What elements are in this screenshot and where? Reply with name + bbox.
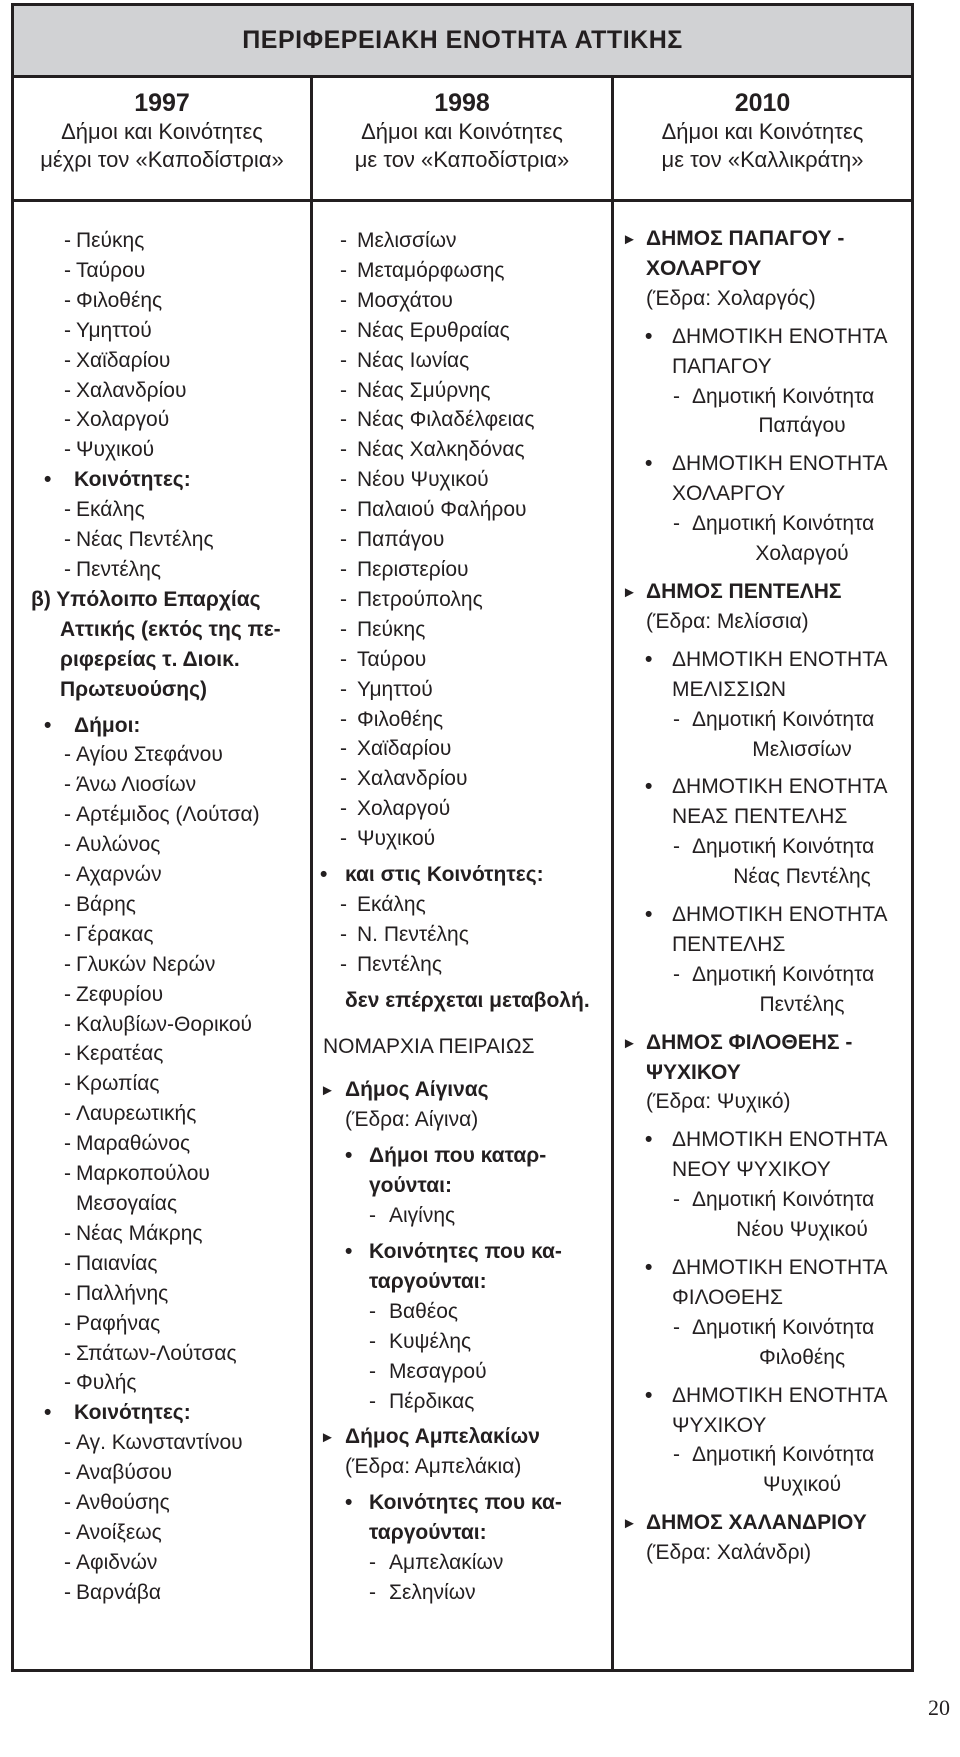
- list-item: - Χολαργού: [14, 405, 310, 435]
- dimotiki-koinotita: Χολαργού: [755, 542, 849, 566]
- bullet-heading: • Κοινότητες που κα-: [313, 1237, 611, 1267]
- column-subtitle: Δήμοι και Κοινότητες: [661, 119, 864, 144]
- list-item: - Λαυρεωτικής: [14, 1099, 310, 1129]
- dimotiki-enotita: ΠΑΠΑΓΟΥ: [672, 354, 772, 378]
- dimotiki-koinotita: - Δημοτική Κοινότητα: [614, 1440, 911, 1470]
- list-item: - Χαϊδαρίου: [313, 734, 611, 764]
- bullet-heading: • Κοινότητες:: [14, 1398, 310, 1428]
- list-item: - Ανθούσης: [14, 1488, 310, 1518]
- dimos-chalandri-heading: ► ΔΗΜΟΣ ΧΑΛΑΝΔΡΙΟΥ: [614, 1508, 911, 1538]
- dimos-filothei-heading: ΨΥΧΙΚΟΥ: [646, 1060, 741, 1084]
- list-item: - Ψυχικού: [14, 435, 310, 465]
- bullet-heading: ταργούνται:: [369, 1521, 487, 1545]
- list-item: - Βαθέος: [313, 1297, 611, 1327]
- column-2010: [614, 78, 911, 1669]
- dimotiki-koinotita: Ψυχικού: [762, 1473, 842, 1497]
- column-subtitle: Δήμοι και Κοινότητες: [361, 119, 563, 144]
- list-item: - Μεταμόρφωσης: [313, 256, 611, 286]
- table-title: ΠΕΡΙΦΕΡΕΙΑΚΗ ΕΝΟΤΗΤΑ ΑΤΤΙΚΗΣ: [14, 6, 911, 78]
- dimotiki-koinotita: - Δημοτική Κοινότητα: [614, 705, 911, 735]
- list-item: - Νέου Ψυχικού: [313, 465, 611, 495]
- bullet-heading: • Κοινότητες:: [14, 465, 310, 495]
- list-item: - Εκάλης: [14, 495, 310, 525]
- column-body: [614, 202, 911, 1568]
- list-item: - Πεύκης: [14, 226, 310, 256]
- dimos-ampelakia-heading: ► Δήμος Αμπελακίων: [313, 1422, 611, 1452]
- column-header-2010: [614, 78, 911, 202]
- document-table: [11, 3, 914, 1672]
- dimotiki-enotita: • ΔΗΜΟΤΙΚΗ ΕΝΟΤΗΤΑ: [614, 900, 911, 930]
- list-dimoi-b: [14, 1219, 310, 1398]
- column-body: [14, 202, 310, 1608]
- list-dimoi-a: [14, 740, 310, 1189]
- list-item: - Αιγίνης: [313, 1201, 611, 1231]
- seat-text: (Έδρα: Αμπελάκια): [345, 1455, 522, 1479]
- list-top-koinotites: [14, 495, 310, 585]
- column-1997: [14, 78, 313, 1669]
- dimotiki-enotita: ΦΙΛΟΘΕΗΣ: [672, 1285, 783, 1309]
- list-item: - Νέας Ερυθραίας: [313, 316, 611, 346]
- list-item: - Χαλανδρίου: [14, 376, 310, 406]
- list-item: - Χαϊδαρίου: [14, 346, 310, 376]
- list-item: - Φυλής: [14, 1368, 310, 1398]
- list-item: - Παλλήνης: [14, 1279, 310, 1309]
- list-item: - Φιλοθέης: [14, 286, 310, 316]
- column-year: 1998: [434, 89, 490, 117]
- list-item: - Νέας Χαλκηδόνας: [313, 435, 611, 465]
- list-item: - Παπάγου: [313, 525, 611, 555]
- dimotiki-enotita: ΝΕΟΥ ΨΥΧΙΚΟΥ: [672, 1158, 831, 1182]
- list-aigina-koin: [313, 1297, 611, 1417]
- list-item: - Γλυκών Νερών: [14, 950, 310, 980]
- list-item: - Άνω Λιοσίων: [14, 770, 310, 800]
- list-item: - Εκάλης: [313, 890, 611, 920]
- list-item: - Χολαργού: [313, 794, 611, 824]
- column-header-1998: [313, 78, 611, 202]
- column-subtitle: με τον «Καλλικράτη»: [661, 147, 864, 172]
- dimotiki-enotita: • ΔΗΜΟΤΙΚΗ ΕΝΟΤΗΤΑ: [614, 1125, 911, 1155]
- bullet-heading: • Δήμοι που καταρ-: [313, 1141, 611, 1171]
- list-item: - Νέας Πεντέλης: [14, 525, 310, 555]
- dimos-aigina-heading: ► Δήμος Αίγινας: [313, 1075, 611, 1105]
- list-item: - Ζεφυρίου: [14, 980, 310, 1010]
- column-subtitle: Δήμοι και Κοινότητες: [61, 119, 263, 144]
- list-item: - Φιλοθέης: [313, 705, 611, 735]
- dimotiki-enotita: ΜΕΛΙΣΣΙΩΝ: [672, 677, 787, 701]
- list-item: - Υμηττού: [313, 675, 611, 705]
- list-item: - Παλαιού Φαλήρου: [313, 495, 611, 525]
- list-item: - Γέρακας: [14, 920, 310, 950]
- dimotiki-enotita: ΠΕΝΤΕΛΗΣ: [672, 932, 786, 956]
- list-dimoi: [313, 226, 611, 854]
- dimos-papagou-heading: ► ΔΗΜΟΣ ΠΑΠΑΓΟΥ -: [614, 224, 911, 254]
- list-item: - Αγίου Στεφάνου: [14, 740, 310, 770]
- section-heading: ριφερείας τ. Διοικ.: [60, 647, 240, 671]
- dimotiki-enotita: • ΔΗΜΟΤΙΚΗ ΕΝΟΤΗΤΑ: [614, 449, 911, 479]
- dimotiki-koinotita: - Δημοτική Κοινότητα: [614, 382, 911, 412]
- list-item: - Αχαρνών: [14, 860, 310, 890]
- dimotiki-koinotita: Μελισσίων: [752, 737, 852, 761]
- list-item: - Μαραθώνος: [14, 1129, 310, 1159]
- list-ampelakia-koin: [313, 1548, 611, 1608]
- list-item: - Πετρούπολης: [313, 585, 611, 615]
- column-header-1997: [14, 78, 310, 202]
- column-body: [313, 202, 611, 1608]
- list-item: - Μελισσίων: [313, 226, 611, 256]
- dimotiki-enotita: • ΔΗΜΟΤΙΚΗ ΕΝΟΤΗΤΑ: [614, 645, 911, 675]
- section-heading: β) Υπόλοιπο Επαρχίας: [31, 587, 261, 611]
- list-item: - Σεληνίων: [313, 1578, 611, 1608]
- list-koinotites: [313, 890, 611, 980]
- list-item: - Βαρνάβα: [14, 1578, 310, 1608]
- dimotiki-koinotita: Πεντέλης: [759, 992, 845, 1016]
- dimos-penteli-heading: ► ΔΗΜΟΣ ΠΕΝΤΕΛΗΣ: [614, 577, 911, 607]
- list-item: - Βάρης: [14, 890, 310, 920]
- dimotiki-koinotita: - Δημοτική Κοινότητα: [614, 509, 911, 539]
- column-subtitle: μέχρι τον «Καποδίστρια»: [40, 147, 284, 172]
- list-item: - Καλυβίων-Θορικού: [14, 1010, 310, 1040]
- list-item: - Μεσαγρού: [313, 1357, 611, 1387]
- list-item: - Κρωπίας: [14, 1069, 310, 1099]
- dimotiki-enotita: ΨΥΧΙΚΟΥ: [672, 1413, 767, 1437]
- list-item: - Αναβύσου: [14, 1458, 310, 1488]
- seat-text: (Έδρα: Μελίσσια): [646, 609, 809, 633]
- dimotiki-koinotita: - Δημοτική Κοινότητα: [614, 832, 911, 862]
- list-item: - Αγ. Κωνσταντίνου: [14, 1428, 310, 1458]
- bullet-heading: • Κοινότητες που κα-: [313, 1488, 611, 1518]
- column-1998: [313, 78, 614, 1669]
- list-item: - Ταύρου: [313, 645, 611, 675]
- list-item: - Κερατέας: [14, 1039, 310, 1069]
- list-item: - Πεντέλης: [14, 555, 310, 585]
- dimotiki-enotita: • ΔΗΜΟΤΙΚΗ ΕΝΟΤΗΤΑ: [614, 322, 911, 352]
- dimos-papagou-heading: ΧΟΛΑΡΓΟΥ: [646, 256, 762, 280]
- page-number: 20: [928, 1695, 950, 1720]
- list-item: - Νέας Σμύρνης: [313, 376, 611, 406]
- list-item: - Χαλανδρίου: [313, 764, 611, 794]
- list-item: - Κυψέλης: [313, 1327, 611, 1357]
- dimotiki-koinotita: - Δημοτική Κοινότητα: [614, 1313, 911, 1343]
- seat-text: (Έδρα: Ψυχικό): [646, 1090, 791, 1114]
- list-item: - Μοσχάτου: [313, 286, 611, 316]
- column-subtitle: με τον «Καποδίστρια»: [354, 147, 570, 172]
- dimotiki-koinotita: Νέας Πεντέλης: [733, 865, 871, 889]
- list-item: - Αμπελακίων: [313, 1548, 611, 1578]
- bullet-heading: ταργούνται:: [369, 1269, 487, 1293]
- nomarxia-heading: ΝΟΜΑΡΧΙΑ ΠΕΙΡΑΙΩΣ: [323, 1034, 535, 1058]
- list-item: - Περιστερίου: [313, 555, 611, 585]
- dimotiki-koinotita: Παπάγου: [758, 414, 846, 438]
- bullet-heading: • Δήμοι:: [14, 711, 310, 741]
- dimotiki-koinotita: - Δημοτική Κοινότητα: [614, 1185, 911, 1215]
- list-item: - Νέας Μάκρης: [14, 1219, 310, 1249]
- dimotiki-enotita: • ΔΗΜΟΤΙΚΗ ΕΝΟΤΗΤΑ: [614, 1253, 911, 1283]
- list-item: - Νέας Ιωνίας: [313, 346, 611, 376]
- list-item: - Ταύρου: [14, 256, 310, 286]
- column-year: 1997: [134, 89, 190, 117]
- bullet-heading: γούνται:: [369, 1174, 452, 1198]
- seat-text: (Έδρα: Χαλάνδρι): [646, 1541, 812, 1565]
- section-heading: Αττικής (εκτός της πε-: [60, 617, 281, 641]
- no-change-note: δεν επέρχεται μεταβολή.: [345, 988, 590, 1012]
- dimotiki-enotita: ΝΕΑΣ ΠΕΝΤΕΛΗΣ: [672, 805, 848, 829]
- list-item: - Ν. Πεντέλης: [313, 920, 611, 950]
- list-item: - Αρτέμιδος (Λούτσα): [14, 800, 310, 830]
- dimotiki-koinotita: Φιλοθέης: [758, 1345, 846, 1369]
- list-item: - Σπάτων-Λούτσας: [14, 1339, 310, 1369]
- column-year: 2010: [734, 89, 791, 117]
- list-item: - Υμηττού: [14, 316, 310, 346]
- list-item: - Αυλώνος: [14, 830, 310, 860]
- list-item-continuation: Μεσογαίας: [76, 1192, 178, 1215]
- list-item: - Πέρδικας: [313, 1387, 611, 1417]
- bullet-heading: • και στις Κοινότητες:: [313, 860, 611, 890]
- section-heading: Πρωτευούσης): [60, 677, 208, 701]
- seat-text: (Έδρα: Χολαργός): [646, 286, 816, 310]
- list-item: - Πεύκης: [313, 615, 611, 645]
- list-item: - Πεντέλης: [313, 950, 611, 980]
- list-item: - Ραφήνας: [14, 1309, 310, 1339]
- list-aigina-dimoi: [313, 1201, 611, 1231]
- dimos-filothei-heading: ► ΔΗΜΟΣ ΦΙΛΟΘΕΗΣ -: [614, 1028, 911, 1058]
- list-item: - Παιανίας: [14, 1249, 310, 1279]
- dimotiki-enotita: ΧΟΛΑΡΓΟΥ: [672, 482, 786, 506]
- dimotiki-koinotita: - Δημοτική Κοινότητα: [614, 960, 911, 990]
- list-item: - Μαρκοπούλου: [14, 1159, 310, 1189]
- dimotiki-koinotita: Νέου Ψυχικού: [736, 1218, 868, 1242]
- dimotiki-enotita: • ΔΗΜΟΤΙΚΗ ΕΝΟΤΗΤΑ: [614, 1381, 911, 1411]
- list-item: - Ανοίξεως: [14, 1518, 310, 1548]
- list-item: - Νέας Φιλαδέλφειας: [313, 405, 611, 435]
- list-koinotites-2: [14, 1428, 310, 1607]
- dimotiki-enotita: • ΔΗΜΟΤΙΚΗ ΕΝΟΤΗΤΑ: [614, 772, 911, 802]
- seat-text: (Έδρα: Αίγινα): [345, 1108, 479, 1132]
- list-item: - Αφιδνών: [14, 1548, 310, 1578]
- list-item: - Ψυχικού: [313, 824, 611, 854]
- list-top-dimoi: [14, 226, 310, 465]
